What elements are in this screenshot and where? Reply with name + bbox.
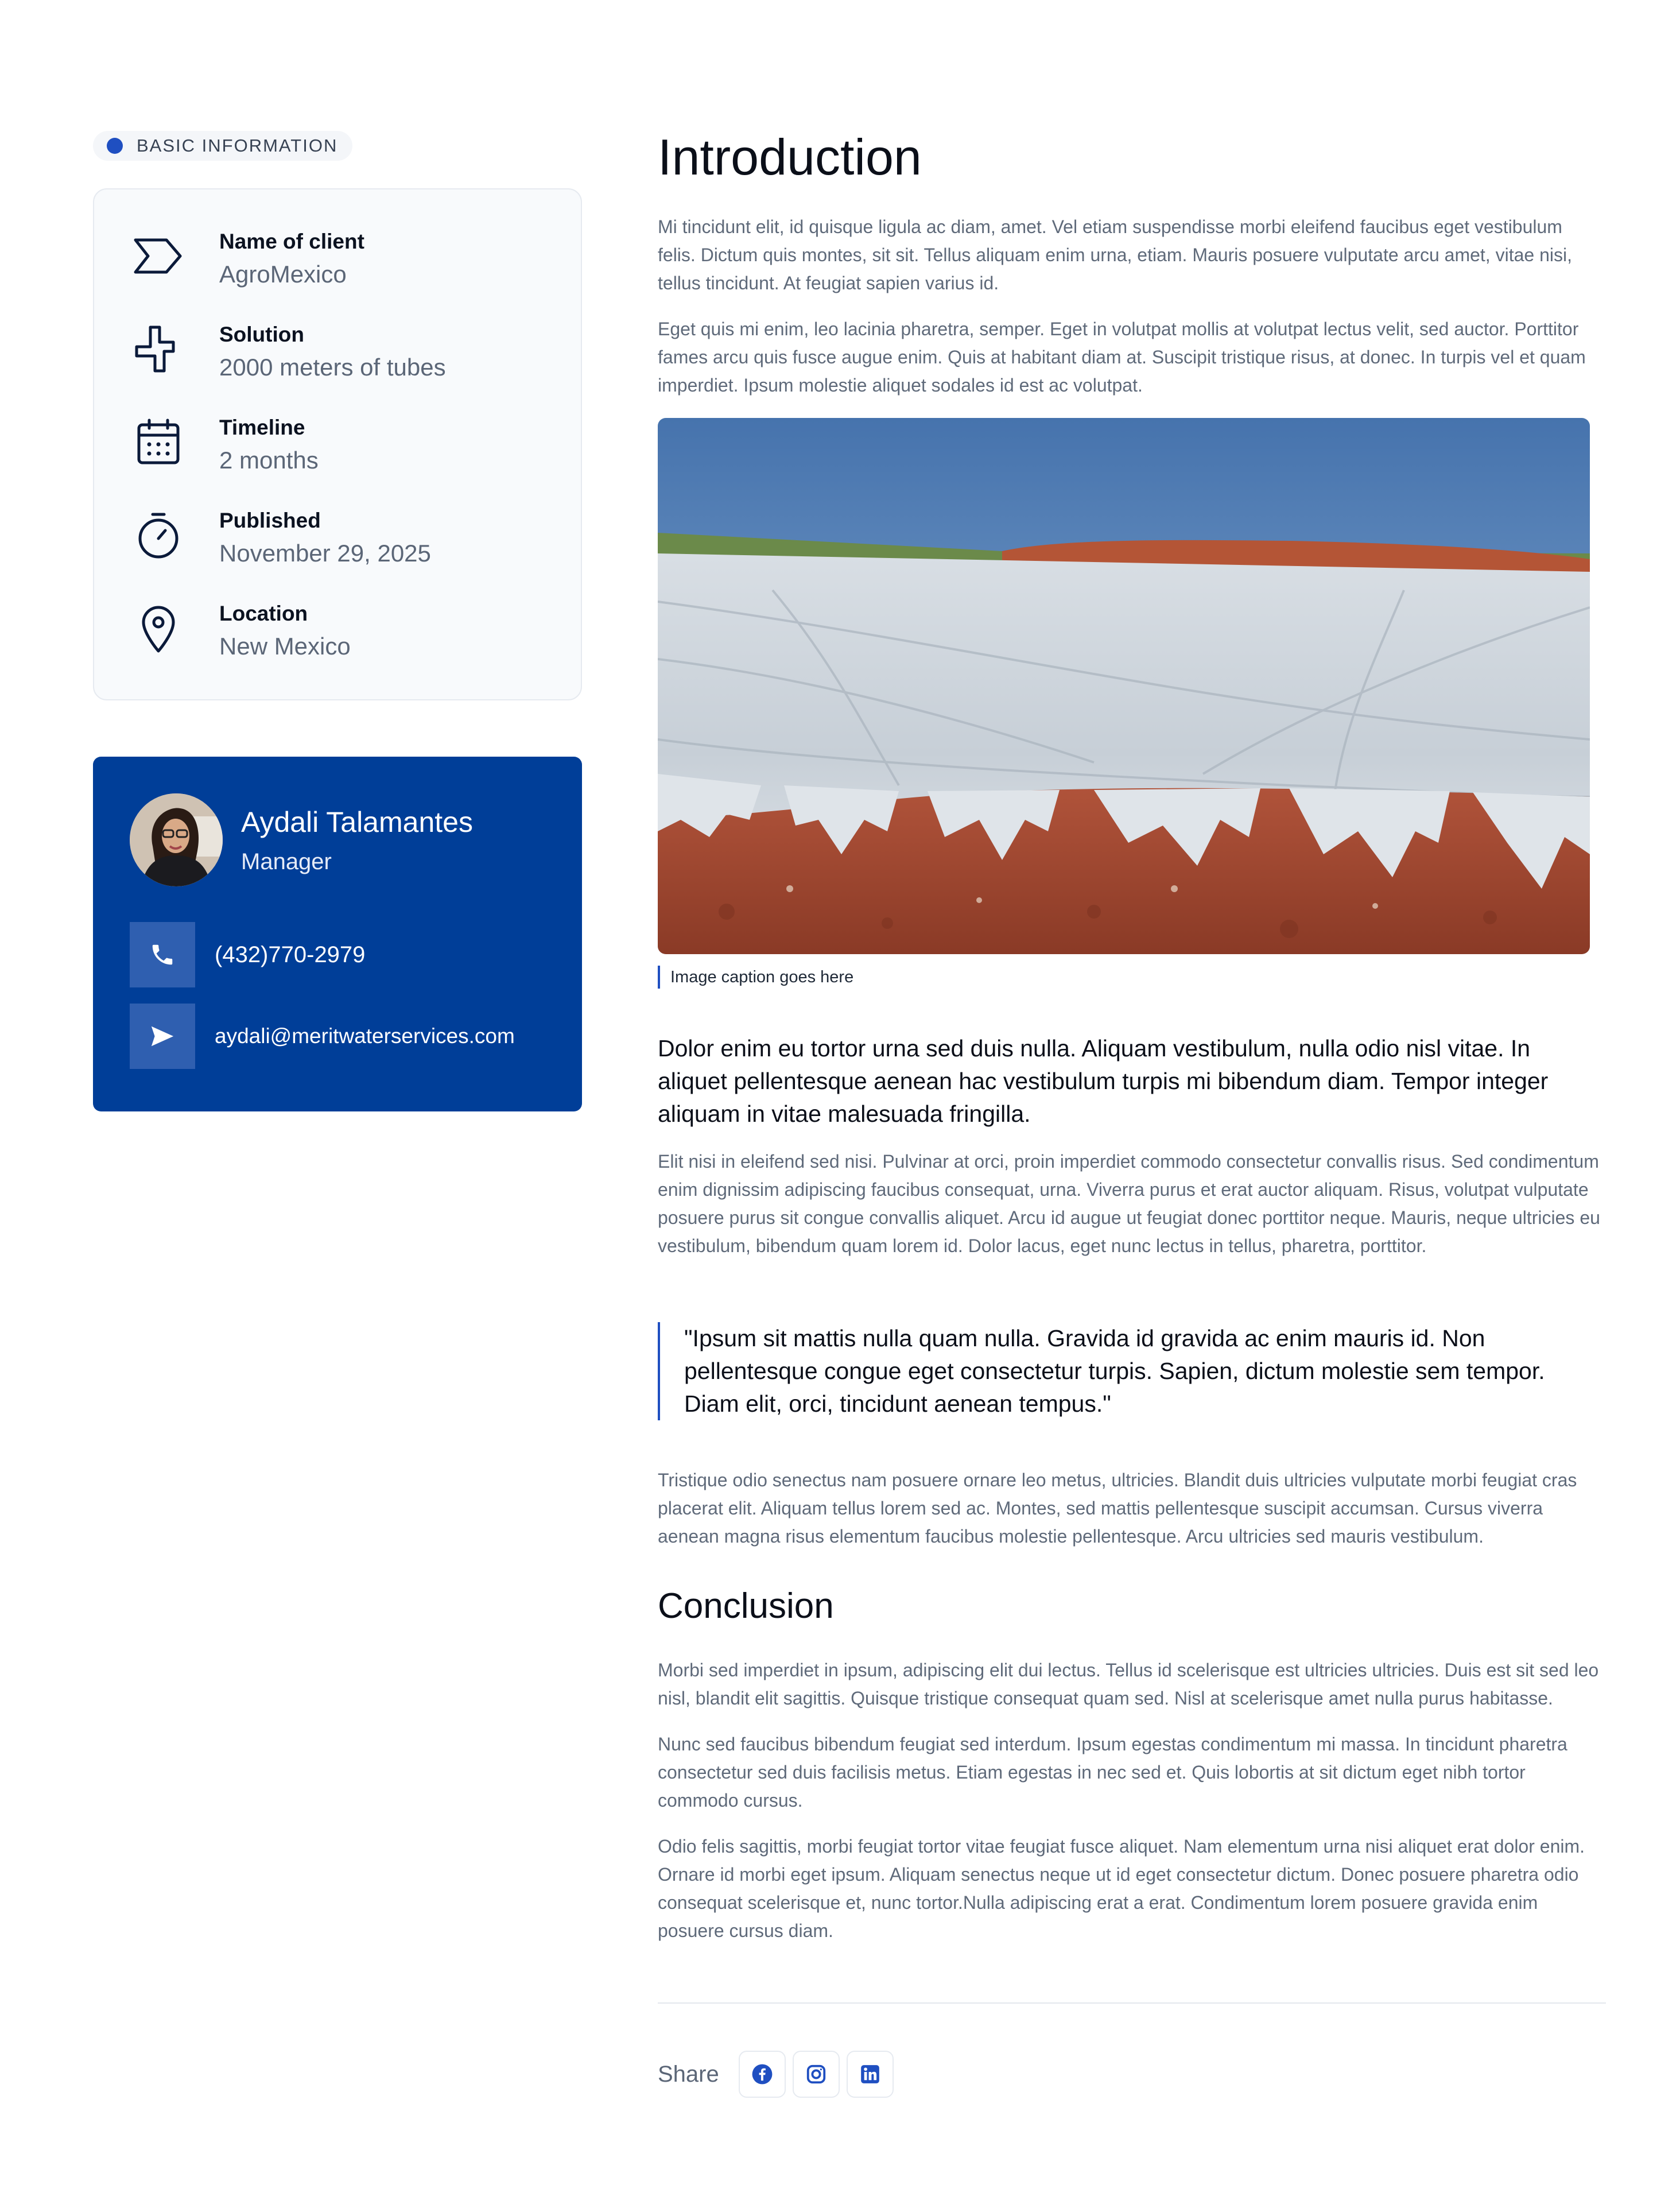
info-card <box>93 188 582 700</box>
info-value: November 29, 2025 <box>219 540 431 567</box>
share-linkedin-button[interactable] <box>847 2051 894 2098</box>
info-value: AgroMexico <box>219 261 347 288</box>
send-icon[interactable] <box>130 1004 195 1069</box>
tag-chevron-icon <box>131 228 186 284</box>
calendar-icon <box>131 414 186 470</box>
contact-card <box>93 757 582 1111</box>
contact-person <box>130 793 582 886</box>
info-row-solution <box>131 321 581 414</box>
email-link[interactable]: aydali@meritwaterservices.com <box>215 1024 515 1048</box>
contact-name: Aydali Talamantes <box>241 805 473 838</box>
share-facebook-button[interactable] <box>739 2051 786 2098</box>
share-label: Share <box>658 2061 719 2087</box>
stopwatch-icon <box>131 508 186 563</box>
basic-information-badge <box>93 131 352 161</box>
article-title: Introduction <box>658 129 922 185</box>
conclusion-paragraph-1: Morbi sed imperdiet in ipsum, adipiscing elit dui lectus. Tellus id scelerisque est ultricies ultricies. Duis est sit sed leo nisl, blandit elit sagittis. Quisque tristique consequat quam sed. Nisl at scelerisque amet nulla purus habitasse. <box>658 1660 1599 1709</box>
info-row-client <box>131 228 581 321</box>
info-label: Location <box>219 602 308 625</box>
info-row-timeline <box>131 414 581 508</box>
info-label: Timeline <box>219 416 305 439</box>
pull-quote: "Ipsum sit mattis nulla quam nulla. Gravida id gravida ac enim mauris id. Non pellentesque congue eget consectetur turpis. Sapien, dictum molestie sem tempor. Diam elit, orci, tincidunt aenean tempus." <box>658 1322 1605 1420</box>
instagram-icon <box>805 2063 827 2085</box>
body-paragraph-2: Tristique odio senectus nam posuere ornare leo metus, ultricies. Blandit duis ultricies vulputate morbi feugiat cras placerat elit. Aliquam tellus lorem sed ac. Montes, sed mattis pellentesque suscipit accumsan. Cursus viverra aenean magna risus elementum faucibus molestie pellentesque. Arcu ultricies sed mauris vestibulum. <box>658 1469 1577 1547</box>
conclusion-paragraph-3: Odio felis sagittis, morbi feugiat tortor vitae feugiat fusce aliquet. Nam elementum urna nisi aliquet erat dolor enim. Ornare id morbi eget ipsum. Aliquam senectus neque ut id eget consectetur dictum. Donec posuere pharetra odio consequat scelerisque et, nunc tortor.Nulla adipiscing erat a erat. Condimentum lorem posuere gravida enim posuere cursus diam. <box>658 1836 1585 1942</box>
body-paragraph-1: Elit nisi in eleifend sed nisi. Pulvinar at orci, proin imperdiet commodo consectetur convallis risus. Sed condimentum enim dignissim adipiscing faucibus consequat, urna. Viverra purus et erat auctor aliquam. Risus, volutpat vulputate posuere purus sit congue convallis aliquet. Arcu id augue ut feugiat donec porttitor neque. Mauris, neque ultricies eu vestibulum, bibendum quam lorem id. Dolor lacus, eget nunc lectus in tellus, pharetra, porttitor. <box>658 1150 1600 1256</box>
info-value: New Mexico <box>219 633 351 660</box>
divider <box>658 2002 1606 2004</box>
phone-row[interactable] <box>130 922 582 987</box>
linkedin-icon <box>859 2063 881 2085</box>
info-value: 2000 meters of tubes <box>219 354 446 381</box>
contact-role: Manager <box>241 849 332 874</box>
map-pin-icon <box>131 601 186 656</box>
info-row-published <box>131 508 581 601</box>
info-label: Solution <box>219 323 304 346</box>
intro-paragraph-1: Mi tincidunt elit, id quisque ligula ac diam, amet. Vel etiam suspendisse morbi eleifend faucibus eget vestibulum felis. Dictum quis montes, sit sit. Tellus aliquam enim urna, etiam. Mauris posuere vulputate arcu amet, vitae nisi, tellus tincidunt. At feugiat sapien varius id. <box>658 216 1572 293</box>
pipe-icon <box>131 321 186 377</box>
lead-paragraph: Dolor enim eu tortor urna sed duis nulla. Aliquam vestibulum, nulla odio nisl vitae. In aliquet pellentesque aenean hac vestibulum turpis mi bibendum diam. Tempor integer aliquam in vitae malesuada fringilla. <box>658 1035 1549 1127</box>
image-caption: Image caption goes here <box>658 966 1605 989</box>
badge-dot-icon <box>107 138 123 154</box>
facebook-icon <box>751 2063 773 2085</box>
avatar <box>130 793 223 886</box>
article-image <box>658 418 1590 954</box>
article <box>658 130 1605 2098</box>
share-bar <box>658 2051 1605 2098</box>
sidebar <box>93 131 582 1111</box>
share-instagram-button[interactable] <box>793 2051 840 2098</box>
phone-number-link[interactable]: (432)770-2979 <box>215 942 366 967</box>
intro-paragraph-2: Eget quis mi enim, leo lacinia pharetra, semper. Eget in volutpat mollis at volutpat lectus velit, sed auctor. Porttitor fames arcu quis fusce augue enim. Quis at habitant diam at. Suscipit tristique risus, at donec. In turpis vel et quam imperdiet. Ipsum molestie aliquet sodales id est ac volutpat. <box>658 318 1586 396</box>
info-label: Name of client <box>219 230 364 253</box>
email-row[interactable] <box>130 1004 582 1069</box>
info-value: 2 months <box>219 447 319 474</box>
conclusion-paragraph-2: Nunc sed faucibus bibendum feugiat sed interdum. Ipsum egestas condimentum mi massa. In tincidunt pharetra consectetur sed duis facilisis metus. Etiam egestas in nec sed et. Quis lobortis at sit dictum eget nibh tortor commodo cursus. <box>658 1734 1567 1811</box>
conclusion-title: Conclusion <box>658 1586 834 1626</box>
badge-label: BASIC INFORMATION <box>137 135 338 156</box>
phone-icon[interactable] <box>130 922 195 987</box>
info-row-location <box>131 601 581 694</box>
info-label: Published <box>219 509 321 532</box>
